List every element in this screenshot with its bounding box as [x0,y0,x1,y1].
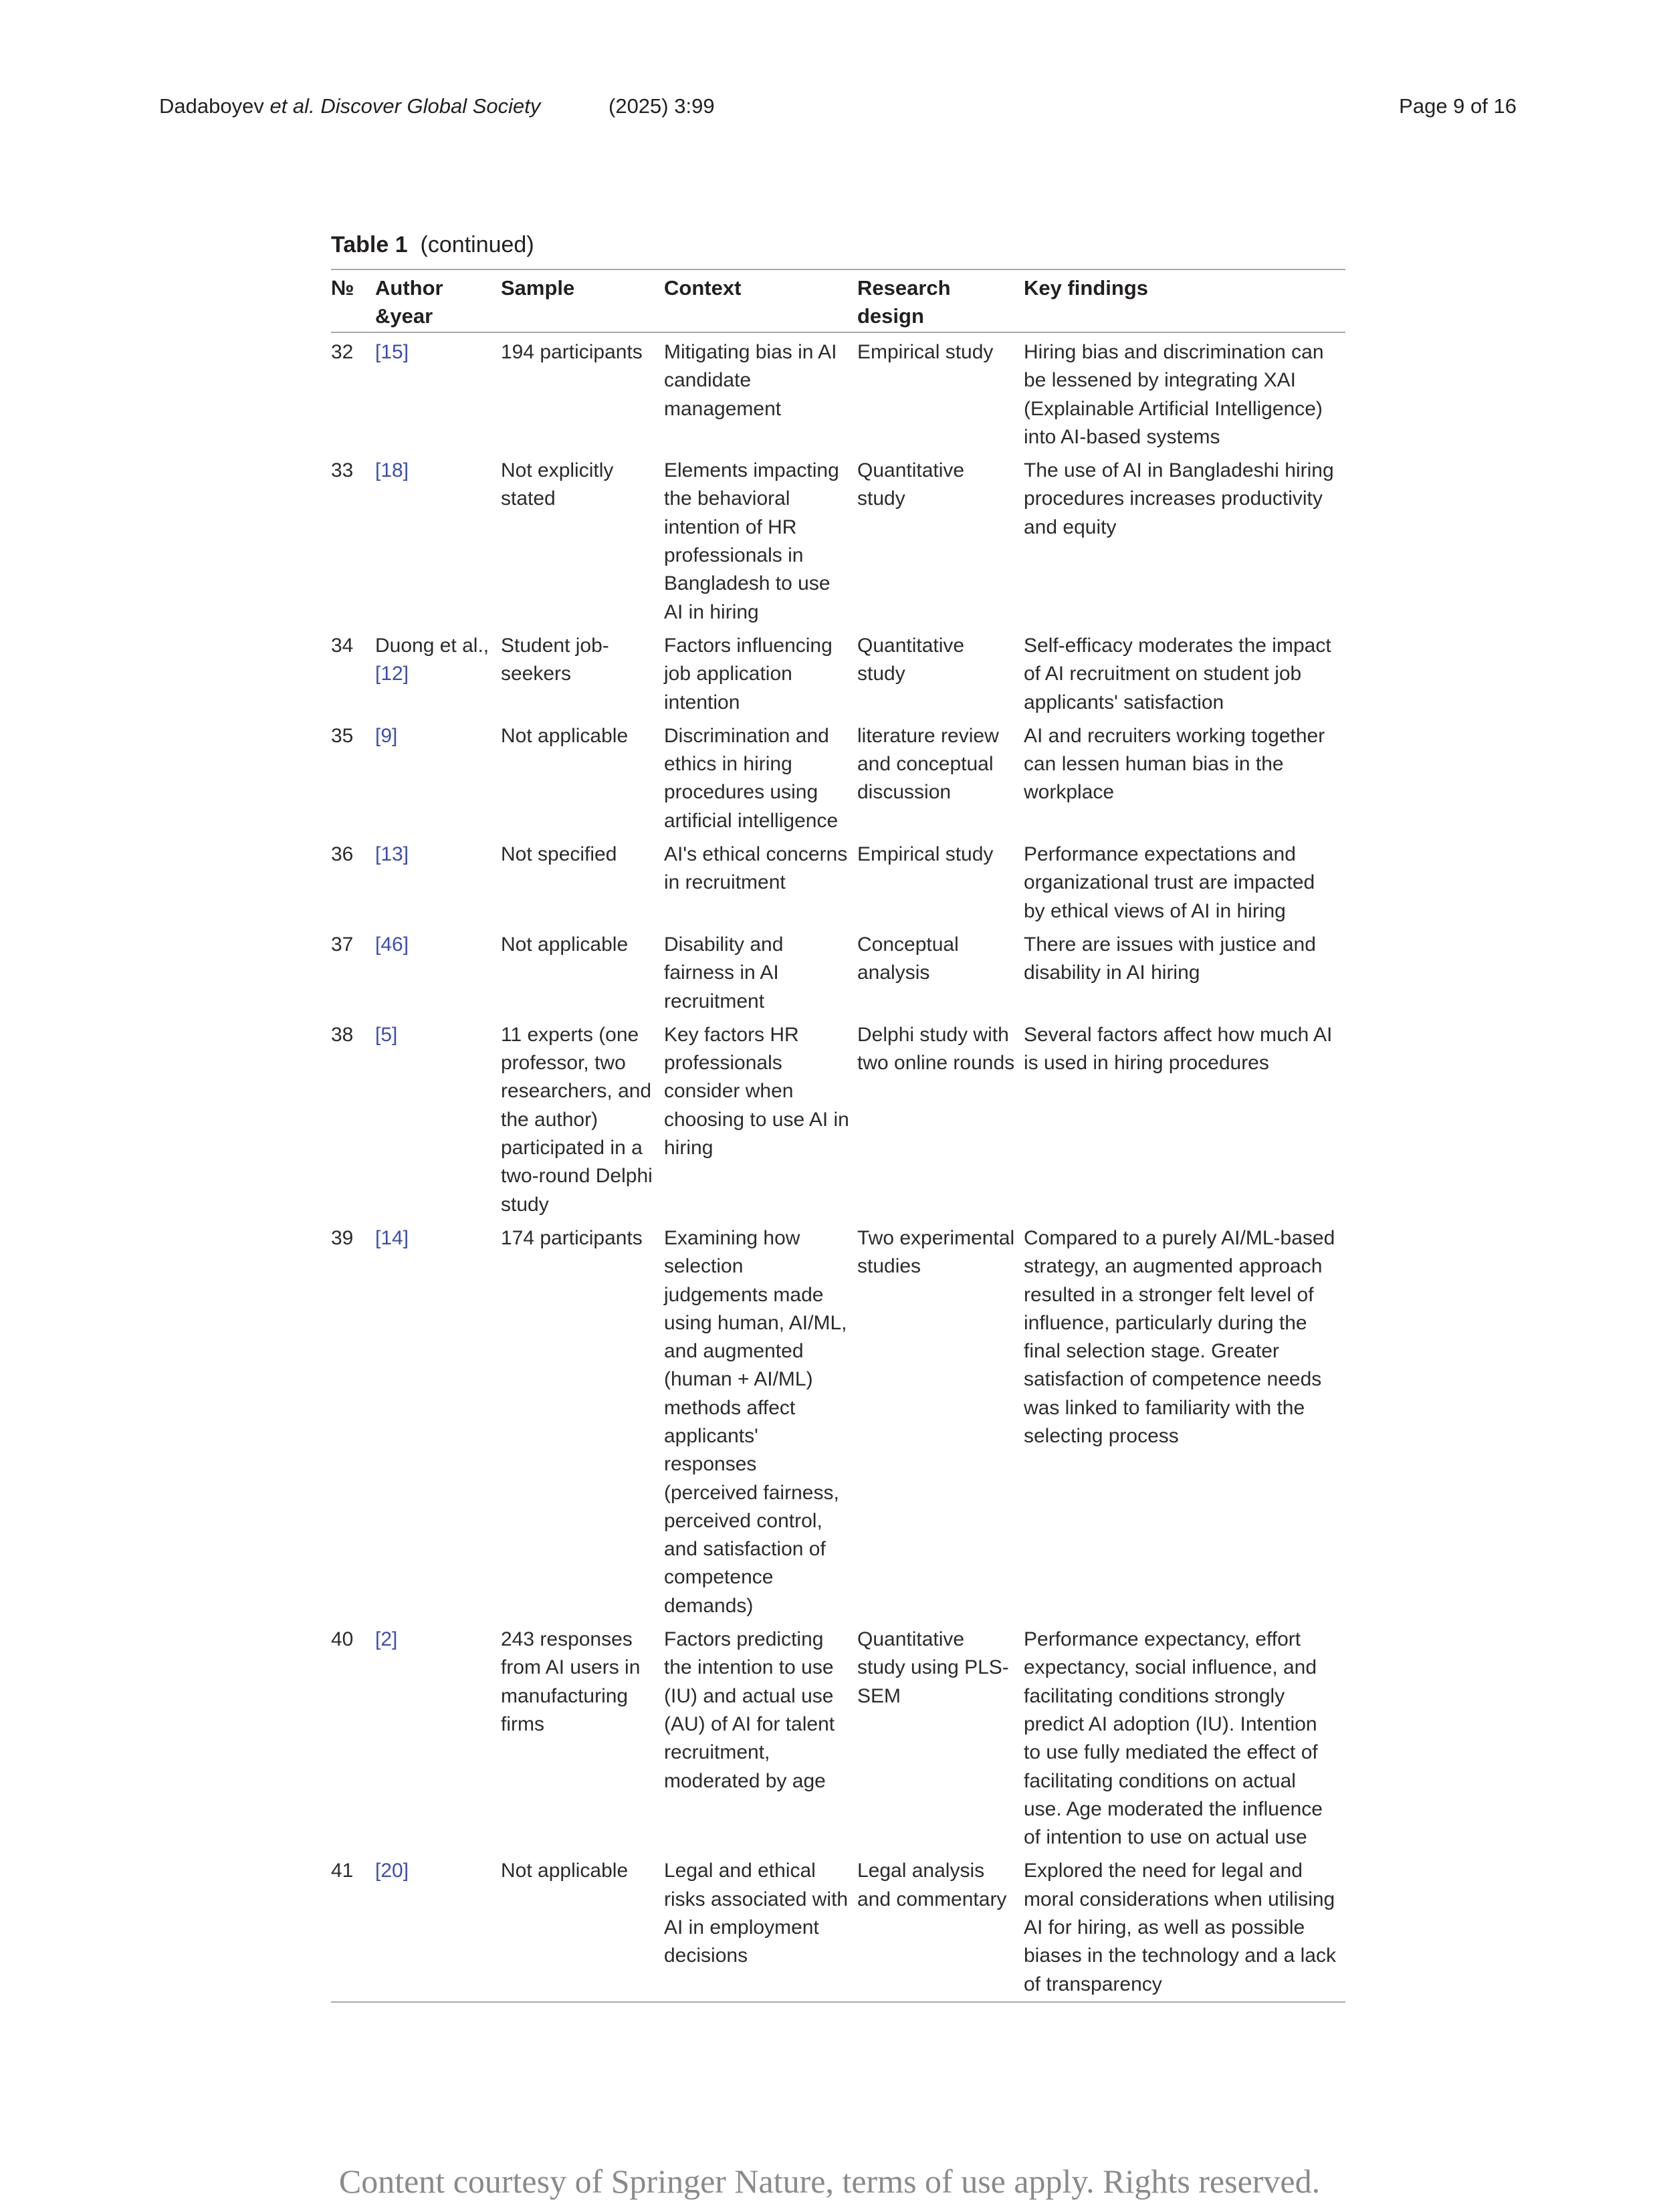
table-row [331,1018,1345,1222]
table-body [331,332,1345,2002]
col-header-no: № [331,276,354,300]
findings-cell: Explored the need for legal and moral considerations when utilising AI for hiring, as well as possible biases in the technology and a lack of transparency [1024,1860,1336,1995]
table-continued: (continued) [420,232,534,257]
sample-cell: Not applicable [501,1860,629,1882]
literature-table [331,269,1345,2003]
author-cell [375,1222,501,1623]
findings-cell: Performance expectations and organizational trust are impacted by ethical views of AI in hiring [1024,843,1315,922]
author-cell [375,720,501,838]
table-header-row [331,269,1345,332]
design-cell: Conceptual analysis [857,933,959,984]
row-number: 39 [331,1226,354,1249]
table-row [331,629,1345,720]
context-cell: Elements impacting the behavioral intention of HR professionals in Bangladesh to use AI in hiring [664,459,839,623]
copyright-notice: Content courtesy of Springer Nature, terms of use apply. Rights reserved. [338,2163,1321,2200]
findings-cell: Self-efficacy moderates the impact of AI recruitment on student job applicants' satisfaction [1024,634,1331,713]
col-header-design: Research design [857,276,951,328]
design-cell: Quantitative study [857,459,965,510]
reference-link[interactable]: [5] [375,1023,398,1046]
row-number: 38 [331,1023,354,1046]
author-cell [375,1854,501,2001]
col-header-context: Context [664,276,742,300]
findings-cell: Hiring bias and discrimination can be lessened by integrating XAI (Explainable Artificial Intelligence) into AI-based systems [1024,341,1324,448]
table-row [331,1854,1345,2001]
year-volume: (2025) 3:99 [609,94,715,118]
author-cell [375,1018,501,1222]
author-cell [375,629,501,720]
context-cell: Mitigating bias in AI candidate management [664,341,837,420]
findings-cell: Several factors affect how much AI is used in hiring procedures [1024,1023,1333,1075]
table-row [331,1623,1345,1854]
reference-link[interactable]: [9] [375,724,398,747]
context-cell: Factors influencing job application intention [664,634,833,713]
table-row [331,720,1345,838]
table-label: Table 1 [331,232,408,257]
design-cell: Empirical study [857,843,994,866]
row-number: 37 [331,933,354,956]
table-row [331,838,1345,928]
design-cell: Empirical study [857,341,994,363]
reference-link[interactable]: [18] [375,459,409,482]
table-caption [331,230,1345,259]
context-cell: AI's ethical concerns in recruitment [664,843,848,894]
row-number: 33 [331,459,354,482]
sample-cell: 174 participants [501,1226,643,1249]
sample-cell: 194 participants [501,341,643,363]
design-cell: Two experimental studies [857,1226,1015,1278]
reference-link[interactable]: [2] [375,1628,398,1651]
context-cell: Legal and ethical risks associated with AI in employment decisions [664,1860,849,1967]
table-row [331,332,1345,454]
reference-link[interactable]: [20] [375,1860,409,1882]
page-number: Page 9 of 16 [1399,94,1517,118]
sample-cell: 11 experts (one professor, two researchers, and the author) participated in a two-round Delphi study [501,1023,653,1216]
context-cell: Factors predicting the intention to use (IU) and actual use (AU) of AI for talent recruitment, moderated by age [664,1628,835,1792]
reference-link[interactable]: [13] [375,843,409,866]
col-header-author: Author &year [375,276,443,328]
running-head [159,92,1517,120]
row-number: 41 [331,1860,354,1882]
design-cell: literature review and conceptual discussion [857,724,999,804]
row-number: 40 [331,1628,354,1651]
sample-cell: 243 responses from AI users in manufacturing firms [501,1628,641,1735]
context-cell: Discrimination and ethics in hiring procedures using artificial intelligence [664,724,839,832]
context-cell: Disability and fairness in AI recruitment [664,933,784,1012]
design-cell: Delphi study with two online rounds [857,1023,1015,1075]
design-cell: Quantitative study using PLS-SEM [857,1628,1009,1707]
author-cell [375,332,501,454]
row-number: 35 [331,724,354,747]
row-number: 36 [331,843,354,866]
author-name: Duong et al., [375,634,489,657]
author-cell [375,838,501,928]
sample-cell: Not applicable [501,724,629,747]
reference-link[interactable]: [46] [375,933,409,956]
reference-link[interactable]: [14] [375,1226,409,1249]
findings-cell: Performance expectancy, effort expectancy, social influence, and facilitating conditions strongly predict AI adoption (IU). Intention to use fully mediated the effect of facilitating conditions on actual use. Age moderated the influence of intention to use on actual use [1024,1628,1323,1849]
row-number: 34 [331,634,354,657]
reference-link[interactable]: [15] [375,341,409,363]
author-cell [375,1623,501,1854]
findings-cell: Compared to a purely AI/ML-based strategy, an augmented approach resulted in a stronger felt level of influence, particularly during the final selection stage. Greater satisfaction of competence needs was linked to familiarity with the selecting process [1024,1226,1335,1447]
col-header-findings: Key findings [1024,276,1149,300]
author-cell [375,928,501,1018]
design-cell: Legal analysis and commentary [857,1860,1007,1910]
col-header-sample: Sample [501,276,575,300]
table-1 [331,230,1345,2003]
row-number: 32 [331,341,354,363]
table-row [331,928,1345,1018]
design-cell: Quantitative study [857,634,965,685]
findings-cell: The use of AI in Bangladeshi hiring procedures increases productivity and equity [1024,459,1334,538]
sample-cell: Not specified [501,843,617,866]
context-cell: Key factors HR professionals consider when choosing to use AI in hiring [664,1023,849,1159]
findings-cell: AI and recruiters working together can lessen human bias in the workplace [1024,724,1325,804]
author-cell [375,454,501,629]
findings-cell: There are issues with justice and disability in AI hiring [1024,933,1316,984]
sample-cell: Not applicable [501,933,629,956]
reference-link[interactable]: [12] [375,663,409,685]
context-cell: Examining how selection judgements made using human, AI/ML, and augmented (human + AI/ML) methods affect applicants' responses (perceived fairness, perceived control, and satisfaction of competence demands) [664,1226,847,1617]
sample-cell: Not explicitly stated [501,459,614,510]
table-row [331,454,1345,629]
table-row [331,1222,1345,1623]
journal-citation: Dadaboyev et al. Discover Global Society [159,94,541,118]
sample-cell: Student job-seekers [501,634,609,685]
